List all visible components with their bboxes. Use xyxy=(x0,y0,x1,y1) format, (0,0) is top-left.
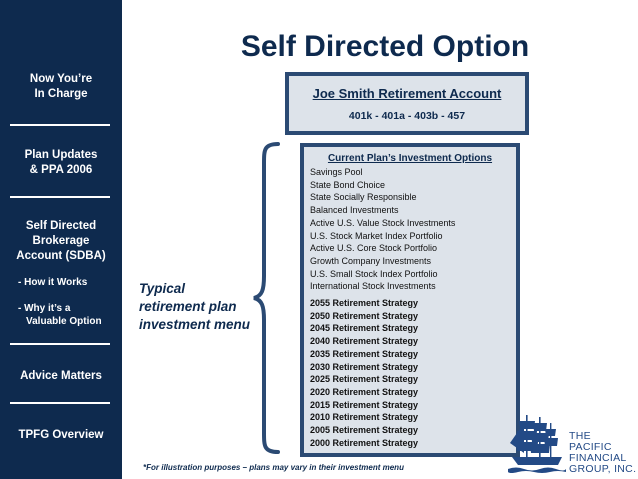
logo-line: THE xyxy=(569,430,591,442)
strategy-item: 2015 Retirement Strategy xyxy=(310,399,419,410)
fund-item: State Socially Responsible xyxy=(310,192,417,203)
strategy-item: 2035 Retirement Strategy xyxy=(310,348,419,359)
logo-line: FINANCIAL xyxy=(569,452,627,464)
options-title: Current Plan’s Investment Options xyxy=(327,153,493,164)
typical-line: Typical xyxy=(139,281,186,296)
fund-item: Balanced Investments xyxy=(310,205,399,216)
sidebar-item-plan-updates[interactable] xyxy=(0,148,122,178)
sidebar-item-label: Brokerage xyxy=(32,235,90,247)
strategy-item: 2000 Retirement Strategy xyxy=(310,437,419,448)
investment-options-box xyxy=(300,143,520,457)
sidebar-item-tpfg-overview[interactable] xyxy=(0,428,122,443)
company-logo-text xyxy=(569,431,636,475)
account-plan-types: 401k - 401a - 403b - 457 xyxy=(348,110,466,122)
fund-item: Active U.S. Core Stock Portfolio xyxy=(310,243,438,254)
sidebar-item-label: In Charge xyxy=(34,88,88,100)
sidebar-item-label: Advice Matters xyxy=(20,370,102,382)
sidebar-item-self-directed-brokerage[interactable] xyxy=(0,219,122,264)
sidebar-divider xyxy=(10,124,110,126)
fund-item: International Stock Investments xyxy=(310,281,436,292)
strategy-item: 2030 Retirement Strategy xyxy=(310,361,419,372)
sidebar-item-advice-matters[interactable] xyxy=(0,369,122,384)
fund-item: U.S. Small Stock Index Portfolio xyxy=(310,268,438,279)
account-title: Joe Smith Retirement Account xyxy=(312,86,502,101)
sidebar-nav xyxy=(0,0,122,479)
sidebar-item-label: Self Directed xyxy=(25,220,97,232)
fund-item: Growth Company Investments xyxy=(310,255,432,266)
sidebar-divider xyxy=(10,196,110,198)
sidebar-subitem-valuable-option[interactable] xyxy=(18,302,102,328)
sidebar-item-label: Account (SDBA) xyxy=(16,250,106,262)
sidebar-subitem-label: Valuable Option xyxy=(26,316,102,327)
fund-item: Savings Pool xyxy=(310,167,363,177)
strategy-item: 2025 Retirement Strategy xyxy=(310,374,419,385)
footnote: *For illustration purposes – plans may vary in their investment menu xyxy=(143,463,404,472)
sidebar-item-label: Plan Updates xyxy=(24,149,98,161)
fund-item: State Bond Choice xyxy=(310,179,386,190)
fund-item: Active U.S. Value Stock Investments xyxy=(310,217,456,228)
logo-line: PACIFIC xyxy=(569,441,612,453)
typical-line: retirement plan xyxy=(139,299,237,314)
sidebar-subitem-how-it-works[interactable] xyxy=(18,276,87,289)
sidebar-divider xyxy=(10,402,110,404)
account-box xyxy=(285,72,529,135)
strategy-item: 2050 Retirement Strategy xyxy=(310,310,419,321)
sidebar-subitem-label: - How it Works xyxy=(18,277,88,288)
strategy-list xyxy=(310,297,418,449)
fund-item: U.S. Stock Market Index Portfolio xyxy=(310,230,443,241)
sidebar-subitem-label: - Why it’s a xyxy=(18,303,71,314)
sidebar-item-label: Now You’re xyxy=(29,73,93,85)
strategy-item: 2010 Retirement Strategy xyxy=(310,412,419,423)
strategy-item: 2055 Retirement Strategy xyxy=(310,298,419,308)
sidebar-item-label: TPFG Overview xyxy=(18,429,104,441)
ship-logo-icon xyxy=(508,413,566,475)
typical-line: investment menu xyxy=(139,317,251,332)
logo-line: GROUP, INC. xyxy=(569,463,637,475)
strategy-item: 2045 Retirement Strategy xyxy=(310,323,419,334)
strategy-item: 2020 Retirement Strategy xyxy=(310,386,419,397)
strategy-item: 2040 Retirement Strategy xyxy=(310,336,419,347)
sidebar-item-now-youre-in-charge[interactable] xyxy=(0,72,122,102)
sidebar-divider xyxy=(10,343,110,345)
strategy-item: 2005 Retirement Strategy xyxy=(310,425,419,436)
page-title: Self Directed Option xyxy=(240,30,530,63)
typical-menu-label xyxy=(139,280,264,334)
fund-list xyxy=(310,166,455,293)
sidebar-item-label: & PPA 2006 xyxy=(29,164,93,176)
